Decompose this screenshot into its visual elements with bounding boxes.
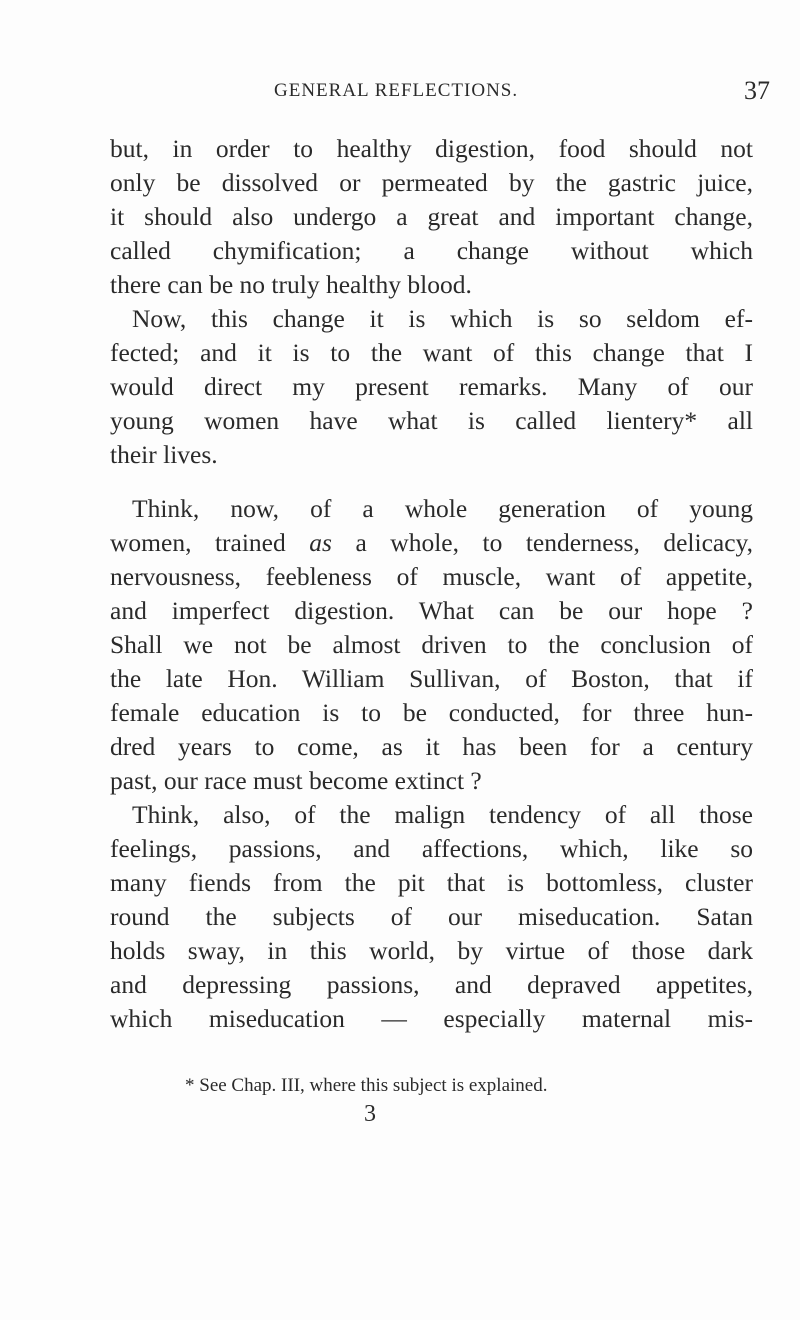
text-line: and depressing passions, and depraved appetites, (110, 970, 753, 999)
body-text (110, 132, 753, 1036)
text-line: many fiends from the pit that is bottomless, cluster (110, 868, 753, 897)
text-line: Think, now, of a whole generation of young (132, 494, 753, 523)
text-line: there can be no truly healthy blood. (110, 270, 472, 299)
text-line: Shall we not be almost driven to the conclusion of (110, 630, 753, 659)
paragraph (110, 492, 753, 798)
text-line: it should also undergo a great and important change, (110, 202, 753, 231)
text-line: which miseducation — especially maternal mis- (110, 1004, 753, 1033)
text-line: young women have what is called lientery* all (110, 406, 753, 435)
text-line: only be dissolved or permeated by the gastric juice, (110, 168, 753, 197)
text-line: would direct my present remarks. Many of our (110, 372, 753, 401)
text-line: women, trained as a whole, to tenderness, delicacy, (110, 528, 753, 557)
text-line: feelings, passions, and affections, which, like so (110, 834, 753, 863)
text-line: past, our race must become extinct ? (110, 766, 482, 795)
text-line: round the subjects of our miseducation. Satan (110, 902, 753, 931)
text-line: fected; and it is to the want of this change that I (110, 338, 753, 367)
text-line: nervousness, feebleness of muscle, want of appetite, (110, 562, 753, 591)
paragraph (110, 798, 753, 1036)
signature-mark: 3 (364, 1101, 376, 1127)
text-line: holds sway, in this world, by virtue of those dark (110, 936, 753, 965)
paragraph (110, 302, 753, 472)
text-line: called chymification; a change without which (110, 236, 753, 265)
text-line: but, in order to healthy digestion, food should not (110, 134, 753, 163)
text-line: Think, also, of the malign tendency of all those (132, 800, 753, 829)
text-line: their lives. (110, 440, 218, 469)
running-title: GENERAL REFLECTIONS. (274, 80, 519, 101)
footnote: * See Chap. III, where this subject is explained. (185, 1075, 548, 1096)
page-number: 37 (744, 76, 770, 105)
text-line: dred years to come, as it has been for a century (110, 732, 753, 761)
running-header (0, 76, 800, 110)
section-gap (110, 472, 753, 492)
text-line: Now, this change it is which is so seldom ef- (132, 304, 753, 333)
paragraph (110, 132, 753, 302)
text-line: female education is to be conducted, for three hun- (110, 698, 753, 727)
text-line: and imperfect digestion. What can be our hope ? (110, 596, 753, 625)
text-line: the late Hon. William Sullivan, of Boston, that if (110, 664, 753, 693)
